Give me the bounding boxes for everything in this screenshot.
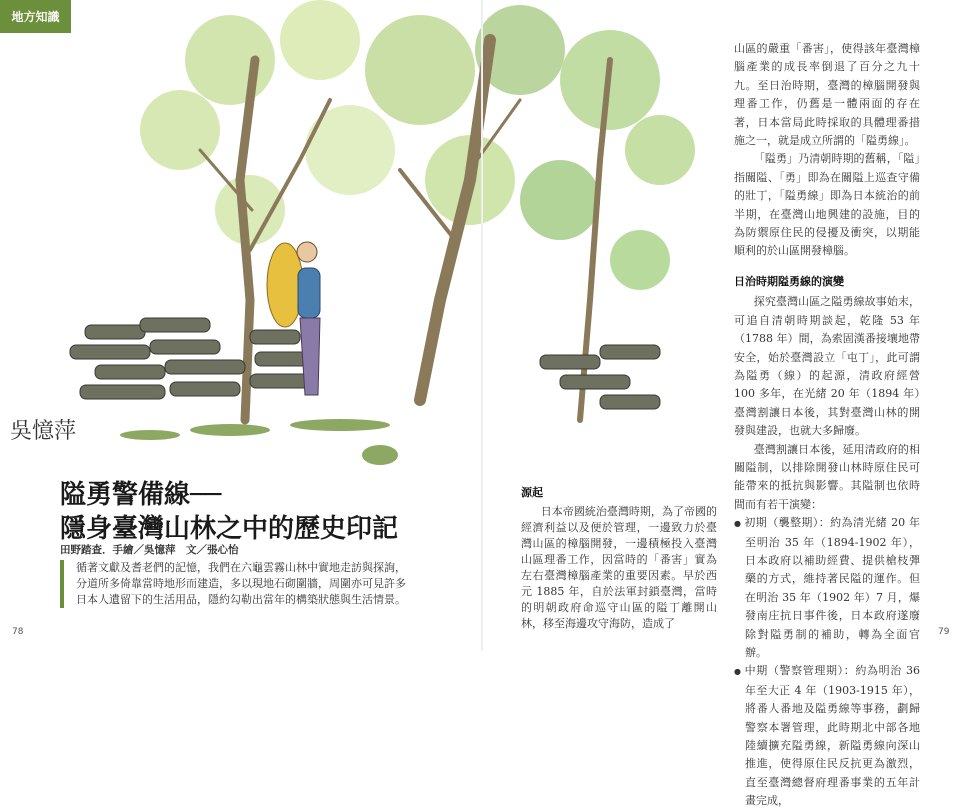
bullet-early-period: ● 初期（襲整期）：約為清光緒 20 年至明治 35 年（1894-1902 年），日本政府以補助經費、提供槍枝彈藥的方式，維持著民隘的運作。但在明治 35 年（1902 年）7 月，爆發南庄抗日事件後，日本政府遂廢除對隘勇制的補助，轉為全面官辦。 [734, 514, 920, 662]
middle-column [521, 485, 717, 632]
lede-paragraph: 循著文獻及耆老們的記憶，我們在六龜雲霧山林中實地走訪與探詢，分道所多倚靠當時地形而建造，多以現地石砌圍牆，周圍亦可見許多日本人遺留下的生活用品，隱約勾勒出當年的構築狀態與生活情景。 [60, 560, 416, 608]
headline-line2: 隱身臺灣山林之中的歷史印記 [60, 514, 399, 544]
byline: 田野踏查．手繪／吳憶萍 文／張心怡 [60, 544, 239, 556]
page-number-left: 78 [12, 627, 24, 637]
right-paragraph-1: 山區的嚴重「番害」，使得該年臺灣樟腦產業的成長率倒退了百分之九十九。至日治時期，臺灣的樟腦開發與理番工作，仍舊是一體兩面的存在著，日本當局此時採取的具體理番措施之一，就是成立所謂的「隘勇線」。 [734, 42, 920, 148]
right-paragraph-3: 探究臺灣山區之隘勇線故事始末，可追自清朝時期談起，乾隆 53 年（1788 年）間，為索固漢番接壤地帶安全，始於臺灣設立「屯丁」，此可謂為隘勇（線）的起源，清政府經營 100 多年，在光緒 20 年（1894 年）臺灣割讓日本後，其對臺灣山林的開發與建設，也就大多歸廢。 [734, 295, 920, 438]
hiker-forest-illustration [0, 0, 720, 480]
right-column [734, 40, 920, 811]
page-number-right: 79 [938, 627, 950, 637]
right-paragraph-2: 「隘勇」乃清朝時期的舊稱，「隘」指關隘、「勇」即為在關隘上巡查守備的壯丁，「隘勇線」即為日本統治的前半期，在臺灣山地興建的設施，目的為防禦原住民的侵擾及衝突，以期能順利的於山區開發樟腦。 [734, 152, 920, 258]
artist-signature: 吳憶萍 [10, 419, 77, 444]
middle-body: 日本帝國統治臺灣時期，為了帝國的經濟利益以及便於管理，一邊致力於臺灣山區的樟腦開發，一邊積極投入臺灣山區理番工作，因當時的「番害」實為左右臺灣樟腦產業的重要因素。早於西元 1885 年，自於法軍封鎖臺灣，當時的明朝政府命巡守山區的隘丁離開山林，移至海邊攻守海防，造成了 [521, 505, 717, 630]
subhead-evolution: 日治時期隘勇線的演變 [734, 274, 844, 288]
subhead-origin: 源起 [521, 486, 543, 499]
page-gutter [481, 0, 483, 651]
bullet-middle-period: ● 中期（警察管理期）：約為明治 36 年至大正 4 年（1903-1915 年），將番人番地及隘勇線等事務，劃歸警察本署管理，此時期北中部各地陸續擴充隘勇線，新隘勇線向深山推進，使得原住民反抗更為激烈，直至臺灣總督府理番事業的五年計畫完成， [734, 662, 920, 810]
article-headline [60, 478, 398, 546]
right-paragraph-4: 臺灣割讓日本後，延用清政府的相關隘制，以排除開發山林時原住民可能帶來的抵抗與影響。其隘制也依時間而有若干演變： [734, 442, 920, 511]
headline-line1: 隘勇警備線── [60, 480, 222, 510]
section-tab: 地方知識 [0, 0, 71, 33]
